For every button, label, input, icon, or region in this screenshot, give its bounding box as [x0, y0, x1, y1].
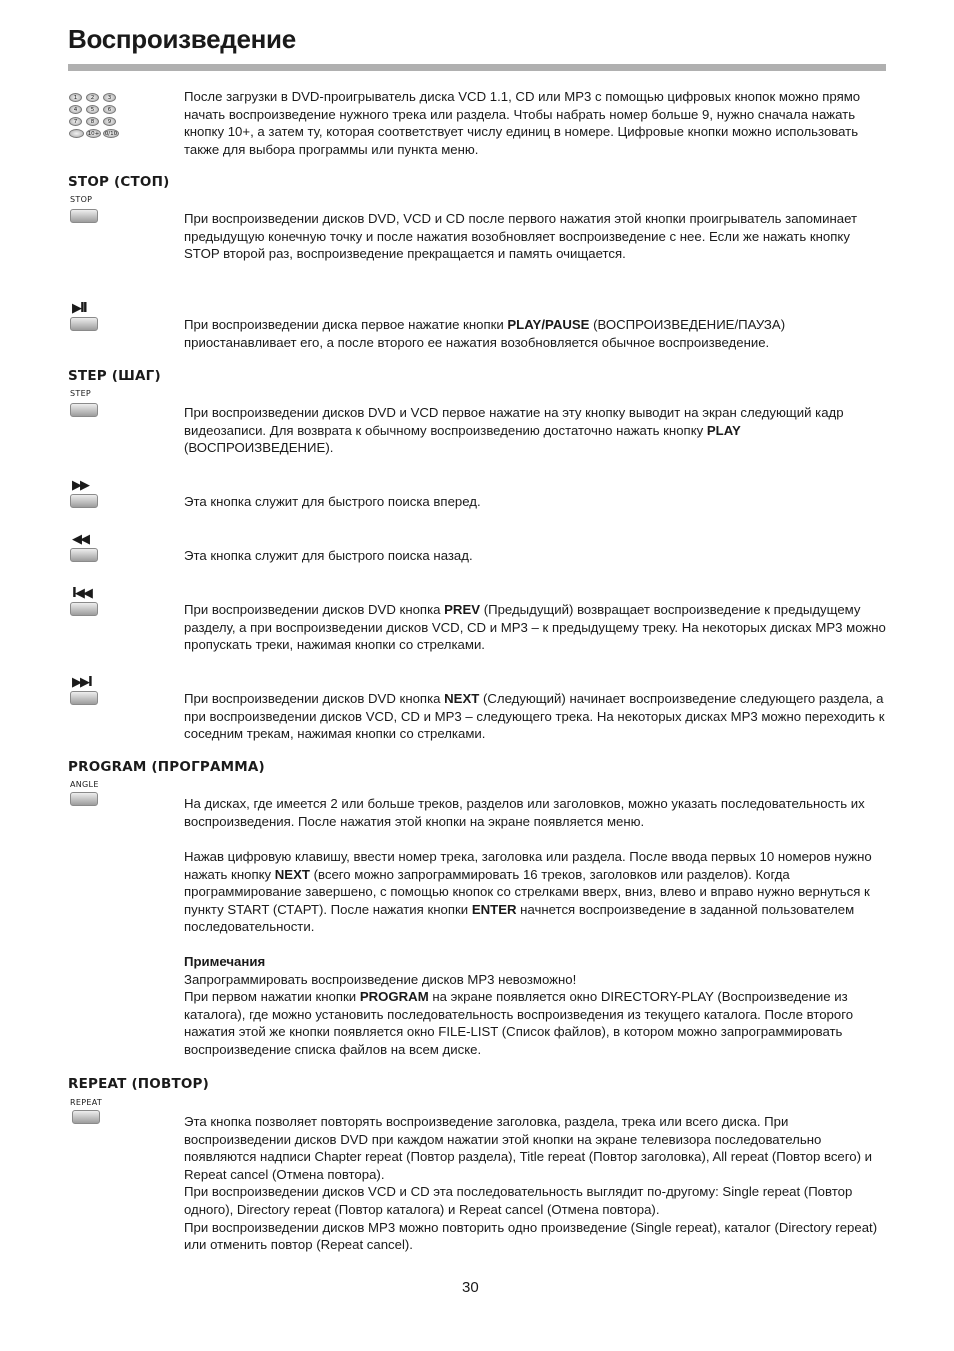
numpad-key: 6 — [103, 105, 116, 114]
program-notes: Примечания Запрограммировать воспроизведение дисков MP3 невозможно! При первом нажатии кнопки PROGRAM на экране появляется окно DIRECTORY-PLAY (Воспроизведение из каталога), где можно установить последовательность воспроизведения из текущего каталога. После второго нажатия этой же кнопки появляется окно FILE-LIST (Список файлов), в котором можно запрограммировать воспроизведение списка файлов на всем диске. — [184, 953, 886, 1059]
numpad-key: 8 — [86, 117, 99, 126]
next-button-icon — [70, 691, 98, 705]
numpad-key: 10+ — [87, 131, 100, 137]
fast-backward-description: Эта кнопка служит для быстрого поиска назад. — [184, 548, 473, 563]
fast-backward-button-icon — [70, 548, 98, 562]
play-pause-button-icon — [70, 317, 98, 331]
step-button-icon — [70, 403, 98, 417]
program-instructions: Нажав цифровую клавишу, ввести номер трека, заголовка или раздела. После ввода первых 10 номеров нужно нажать кнопку NEXT (всего можно запрограммировать 16 треков, заголовков или разделов). Когда программирование завершено, с помощью кнопок со стрелками вверх, вниз, влево и вправо нужно вернуться к пункту START (СТАРТ). После нажатия кнопки ENTER начнется воспроизведение в заданной пользователем последовательности. — [184, 849, 872, 935]
page-number: 30 — [462, 1279, 479, 1296]
numpad-key: 9 — [103, 117, 116, 126]
numpad-key-blank — [69, 129, 84, 138]
numpad-key: 5 — [86, 105, 99, 114]
step-description: При воспроизведении дисков DVD и VCD первое нажатие на эту кнопку выводит на экран следующий кадр видеозаписи. Для возврата к обычному воспроизведению достаточно нажать кнопку PLAY (ВОСПРОИЗВЕДЕНИЕ). — [184, 405, 844, 456]
numpad-key: 0/10 — [104, 131, 118, 137]
numpad-key: 3 — [103, 93, 116, 102]
stop-button-icon — [70, 209, 98, 223]
title-rule — [68, 64, 886, 71]
stop-description: При воспроизведении дисков DVD, VCD и CD после первого нажатия этой кнопки проигрыватель запоминает предыдущую конечную точку и после нажатия возобновляет воспроизведение с нее. Если же нажать кнопку STOP второй раз, воспроизведение прекращается и память очищается. — [184, 211, 858, 262]
numpad-key: 2 — [86, 93, 99, 102]
numpad-description: После загрузки в DVD-проигрыватель диска VCD 1.1, CD или MP3 с помощью цифровых кнопок можно прямо начать воспроизведение нужного трека или раздела. Чтобы набрать номер больше 9, нужно сначала нажать кнопку 10+, а затем ту, которая соответствует числу единиц в номере. Цифровые кнопки можно использовать также для выбора программы или пункта меню. — [184, 89, 861, 157]
stop-button-label: STOP — [70, 195, 93, 204]
fast-forward-description: Эта кнопка служит для быстрого поиска вперед. — [184, 494, 481, 509]
repeat-button-icon — [72, 1110, 100, 1124]
next-description: При воспроизведении дисков DVD кнопка NEXT (Следующий) начинает воспроизведение следующего раздела, а при воспроизведении дисков VCD, CD и MP3 – следующего трека. На некоторых дисках MP3 можно переходить к соседним трекам, нажимая кнопки со стрелками. — [184, 691, 885, 742]
repeat-button-label: REPEAT — [70, 1098, 103, 1107]
fast-backward-icon: ◀◀ — [72, 532, 88, 547]
repeat-heading: REPEAT (ПОВТОР) — [68, 1076, 210, 1092]
previous-button-icon — [70, 602, 98, 616]
program-description: На дисках, где имеется 2 или больше треков, разделов или заголовков, можно указать последовательность их воспроизведения. После нажатия этой кнопки на экране появляется меню. — [184, 796, 865, 829]
fast-forward-button-icon — [70, 494, 98, 508]
repeat-description: Эта кнопка позволяет повторять воспроизведение заголовка, раздела, трека или всего диска. При воспроизведении дисков DVD при каждом нажатии этой кнопки на экране телевизора последовательно появляются надписи Chapter repeat (Повтор раздела), Title repeat (Повтор заголовка), All repeat (Повтор всего) и Repeat cancel (Отмена повтора). При воспроизведении дисков VCD и CD эта последовательность выглядит по-другому: Single repeat (Повтор одного), Directory repeat (Повтор каталога) и Repeat cancel (Отмена повтора). При воспроизведении дисков MP3 можно повторить одно произведение (Single repeat), каталог (Directory repeat) или отменить повтор (Repeat cancel). — [184, 1114, 878, 1253]
angle-button-icon — [70, 792, 98, 806]
fast-forward-icon: ▶▶ — [72, 478, 88, 493]
numpad-key: 7 — [69, 117, 82, 126]
previous-icon: I◀◀ — [72, 586, 91, 601]
program-heading: PROGRAM (ПРОГРАММА) — [68, 759, 265, 775]
numpad-key: 4 — [69, 105, 82, 114]
page-title: Воспроизведение — [68, 24, 296, 54]
previous-description: При воспроизведении дисков DVD кнопка PREV (Предыдущий) возвращает воспроизведение к предыдущему разделу, а при воспроизведении дисков VCD, CD и MP3 – к предыдущему треку. На некоторых дисках MP3 можно пропускать треки, нажимая кнопки со стрелками. — [184, 602, 886, 653]
stop-heading: STOP (СТОП) — [68, 174, 170, 190]
step-button-label: STEP — [70, 389, 92, 398]
next-icon: ▶▶I — [72, 675, 91, 690]
notes-title: Примечания — [184, 954, 266, 969]
numpad-icon — [69, 93, 121, 139]
play-pause-icon: ▶II — [72, 301, 86, 316]
play-pause-description: При воспроизведении диска первое нажатие кнопки PLAY/PAUSE (ВОСПРОИЗВЕДЕНИЕ/ПАУЗА) приостанавливает его, а после второго ее нажатия возобновляется обычное воспроизведение. — [184, 317, 786, 350]
angle-button-label: ANGLE — [70, 780, 99, 789]
step-heading: STEP (ШАГ) — [68, 368, 161, 384]
numpad-key: 1 — [69, 93, 82, 102]
